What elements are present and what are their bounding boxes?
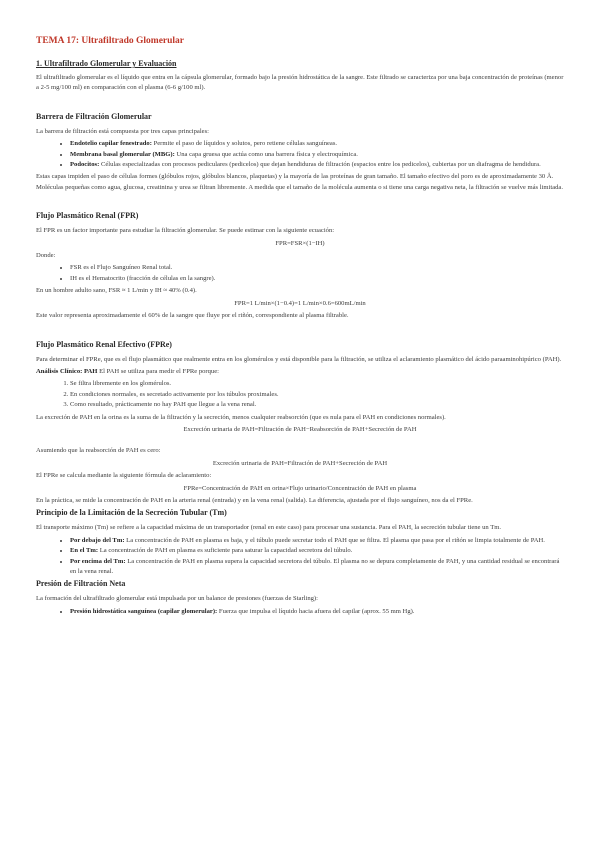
heading-fpr: Flujo Plasmático Renal (FPR) (36, 211, 139, 221)
pressure-list (36, 607, 564, 617)
tm-list (36, 536, 564, 578)
fpre-formula2: Excreción urinaria de PAH=Filtración de PAH+Secreción de PAH (212, 459, 388, 467)
fpr-lead: El FPR es un factor importante para estudiar la filtración glomerular. Se puede estimar con la siguiente ecuación: (36, 227, 335, 235)
fpr-example: En un hombre adulto sano, FSR ≈ 1 L/min y IH ≈ 40% (0.4). (36, 287, 197, 295)
list-item: • Podocitos: Células especializadas con procesos pediculares (pedicelos) que dejan hendiduras de filtración (espacios entre los pedicelos), cubiertas por un diafragma de hendidura. (70, 160, 564, 170)
heading-tm: Principio de la Limitación de la Secreción Tubular (Tm) (36, 508, 227, 518)
fpr-closing: Este valor representa aproximadamente el 60% de la sangre que fluye por el riñón, correspondiente al plasma filtrable. (36, 312, 349, 320)
fpr-list (36, 263, 564, 284)
fpr-calc: FPR=1 L/min×(1−0.4)=1 L/min×0.6=600mL/min (234, 299, 366, 307)
list-item: • Por encima del Tm: La concentración de PAH en plasma supera la capacidad secretora del túbulo. El plasma no se depura completamente de PAH, y una cantidad residual se encontrará en la vena renal. (70, 557, 564, 578)
heading-barrera: Barrera de Filtración Glomerular (36, 111, 152, 121)
fpre-formula3: FPRe=Concentración de PAH en orina×Flujo urinario/Concentración de PAH en plasma (183, 484, 417, 492)
list-item: • Presión hidrostática sanguínea (capilar glomerular): Fuerza que impulsa el líquido hacia afuera del capilar (aprox. 55 mm Hg). (70, 607, 564, 617)
pressure-lead: La formación del ultrafiltrado glomerular está impulsada por un balance de presiones (fuerzas de Starling): (36, 595, 318, 603)
list-item: • En el Tm: La concentración de PAH en plasma es suficiente para saturar la capacidad secretora del túbulo. (70, 546, 564, 556)
fpr-formula: FPR=FSR×(1−IH) (275, 239, 325, 247)
fpre-analysis: Análisis Clínico: PAH El PAH se utiliza para medir el FPRe porque: (36, 367, 219, 375)
list-item: 2. En condiciones normales, es secretado activamente por los túbulos proximales. (70, 390, 564, 400)
heading-fpre: Flujo Plasmático Renal Efectivo (FPRe) (36, 339, 172, 349)
fpre-lead: Para determinar el FPRe, que es el flujo plasmático que realmente entra en los glomérulos y está disponible para la filtración, se utiliza el aclaramiento plasmático del ácido paraaminohipúrico (PAH). (36, 355, 562, 363)
list-item: 3. Como resultado, prácticamente no hay PAH que llegue a la vena renal. (70, 400, 564, 410)
fpre-calc-lead: El FPRe se calcula mediante la siguiente fórmula de aclaramiento: (36, 472, 212, 480)
fpre-list (36, 379, 564, 410)
tm-lead: El transporte máximo (Tm) se refiere a la capacidad máxima de un transportador (renal en este caso) para procesar una sustancia. Para el PAH, la secreción tubular tiene un Tm. (36, 524, 502, 532)
intro-paragraph: El ultrafiltrado glomerular es el líquido que entra en la cápsula glomerular, formado bajo la presión hidrostática de la sangre. Este filtrado se caracteriza por una baja concentración de proteínas (menor a 2-5 mg/100 ml) en comparación con el plasma (6-6 g/100 ml). (36, 74, 564, 92)
section-heading-ultrafiltrado: 1. Ultrafiltrado Glomerular y Evaluación (36, 59, 177, 68)
barrier-closing: Estas capas impiden el paso de células formes (glóbulos rojos, glóbulos blancos, plaquetas) y la mayoría de las proteínas de gran tamaño. El tamaño efectivo del poro es de aproximadamente 30 Å. Moléculas pequeñas como agua, glucosa, creatinina y urea se filtran libremente. A medida que el tamaño de la molécula aumenta o si tiene una carga negativa neta, la filtración se vuelve más limitada. (36, 173, 563, 191)
barrier-list (36, 139, 564, 170)
list-item: • Por debajo del Tm: La concentración de PAH en plasma es baja, y el túbulo puede secretar todo el PAH que se filtra. El plasma que pasa por el riñón se limpia totalmente de PAH. (70, 536, 564, 546)
fpr-donde: Donde: (36, 252, 56, 260)
fpre-assuming: Asumiendo que la reabsorción de PAH es cero: (36, 447, 161, 455)
list-item: • Membrana basal glomerular (MBG): Una capa gruesa que actúa como una barrera física y electroquímica. (70, 150, 564, 160)
list-item: • Endotelio capilar fenestrado: Permite el paso de líquidos y solutos, pero retiene células sanguíneas. (70, 139, 564, 149)
heading-presion: Presión de Filtración Neta (36, 579, 126, 589)
list-item: 1. Se filtra libremente en los glomérulos. (70, 379, 564, 389)
fpre-practice: En la práctica, se mide la concentración de PAH en la arteria renal (entrada) y en la vena renal (salida). La diferencia, ajustada por el flujo sanguíneo, nos da el FPRe. (36, 496, 473, 504)
document-title: TEMA 17: Ultrafiltrado Glomerular (36, 36, 185, 46)
fpre-formula1: Excreción urinaria de PAH=Filtración de PAH−Reabsorción de PAH+Secreción de PAH (183, 425, 417, 433)
list-item: • FSR es el Flujo Sanguíneo Renal total. (70, 263, 564, 273)
list-item: • IH es el Hematocrito (fracción de células en la sangre). (70, 274, 564, 284)
barrier-lead: La barrera de filtración está compuesta por tres capas principales: (36, 127, 210, 135)
fpre-excretion: La excreción de PAH en la orina es la suma de la filtración y la secreción, menos cualquier reabsorción (que es nula para el PAH en condiciones normales). (36, 413, 446, 421)
